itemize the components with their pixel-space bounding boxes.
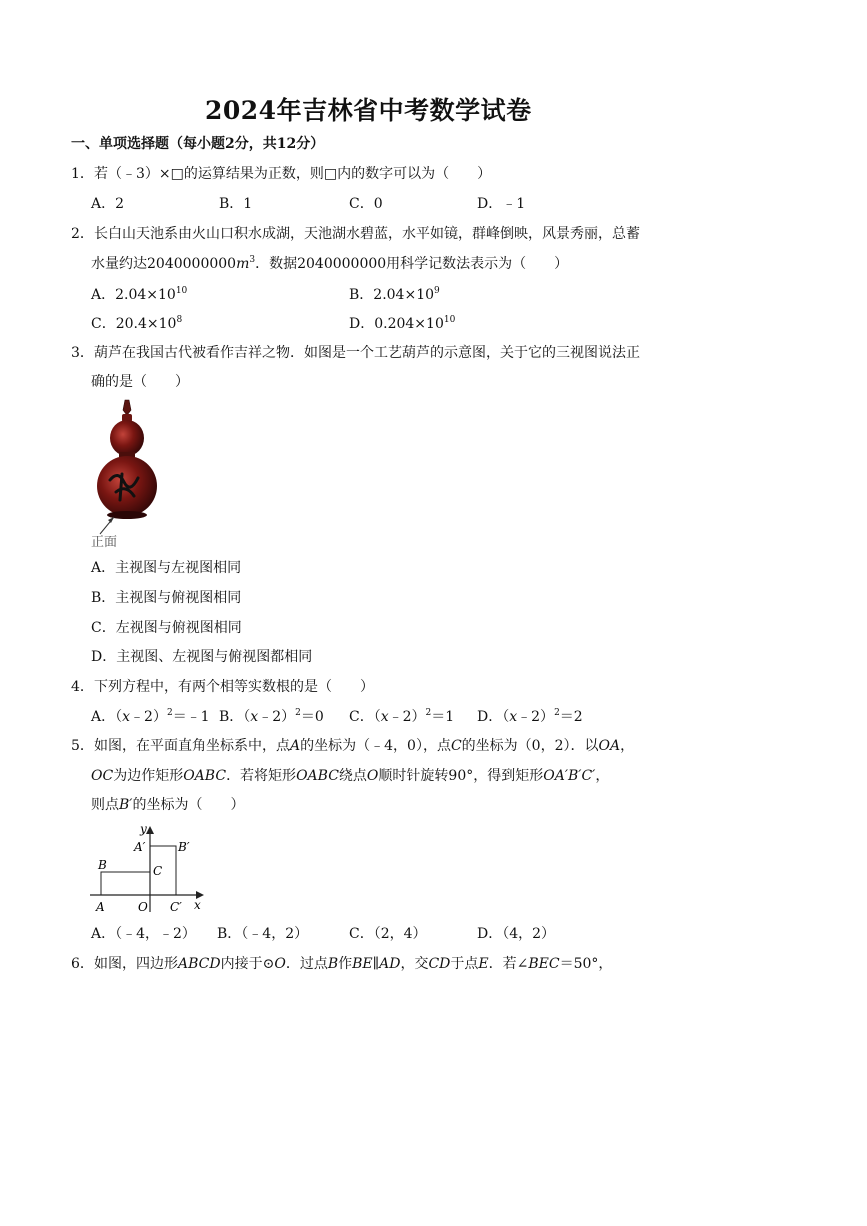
text-fragment: C．（ xyxy=(349,709,381,725)
label-x: x xyxy=(194,898,201,912)
question-stem-line-1 xyxy=(94,957,612,971)
exponent: 10 xyxy=(443,315,456,325)
option-a: A．主视图与左视图相同 xyxy=(91,560,242,576)
label-c-prime: C′ xyxy=(170,900,182,914)
text-fragment: ，交 xyxy=(400,956,429,972)
figure-label-front: 正面 xyxy=(91,535,118,550)
variable: B′ xyxy=(119,797,133,813)
text-fragment: ﹣2） xyxy=(130,709,167,725)
option-b: B．主视图与俯视图相同 xyxy=(91,590,242,606)
text-fragment: A．（ xyxy=(91,709,123,725)
label-y: y xyxy=(140,822,147,836)
variable: C xyxy=(450,738,462,754)
text-fragment: ﹣2） xyxy=(258,709,296,725)
question-number: 5． xyxy=(71,738,94,754)
variable: x xyxy=(509,709,518,725)
text-fragment: ．若将矩形 xyxy=(226,768,297,784)
exponent: 8 xyxy=(176,315,183,325)
variable: OABC xyxy=(296,768,339,784)
question-number: 4． xyxy=(71,679,94,695)
option-c xyxy=(349,709,454,724)
option-b xyxy=(349,287,440,302)
text-fragment: 于点 xyxy=(450,956,479,972)
text-fragment: 的坐标为（ ） xyxy=(132,797,245,813)
variable: BEC xyxy=(528,956,560,972)
variable: O xyxy=(274,956,286,972)
option-a: A．2 xyxy=(91,196,125,212)
y-axis-arrow xyxy=(146,826,154,834)
question-stem: 下列方程中，有两个相等实数根的是（ ） xyxy=(94,679,374,695)
text-fragment: 顺时针旋转90°，得到矩形 xyxy=(378,768,544,784)
text-fragment: ．若∠ xyxy=(488,956,529,972)
text-fragment: ﹣2） xyxy=(517,709,555,725)
option-text: A．2.04×10 xyxy=(91,287,176,303)
option-a xyxy=(91,709,210,724)
section-heading: 一、单项选择题（每小题2分，共12分） xyxy=(71,136,325,152)
option-d: D．﹣1 xyxy=(477,196,526,212)
exponent: 10 xyxy=(175,286,188,296)
variable: AD xyxy=(379,956,401,972)
text-fragment: ．过点 xyxy=(285,956,328,972)
option-b: B．（﹣4，2） xyxy=(217,926,309,942)
option-text: C．20.4×10 xyxy=(91,316,177,332)
option-d: D．（4，2） xyxy=(477,926,556,942)
text-fragment: ∥ xyxy=(372,956,380,972)
option-d xyxy=(349,316,455,331)
exponent: 9 xyxy=(434,286,440,296)
option-c: C．0 xyxy=(349,196,383,212)
option-text: B．2.04×10 xyxy=(349,287,435,303)
text-fragment: 绕点 xyxy=(338,768,367,784)
exponent: 2 xyxy=(295,708,301,718)
question-stem-line-3 xyxy=(91,798,244,812)
variable: x xyxy=(250,709,259,725)
variable: B xyxy=(327,956,339,972)
text-fragment: 的坐标为（0，2）．以 xyxy=(461,738,599,754)
text-fragment: 如图，在平面直角坐标系中，点 xyxy=(94,738,290,754)
text-fragment: ＝2 xyxy=(559,709,583,725)
text-fragment: 如图，四边形 xyxy=(94,956,178,972)
variable: m xyxy=(236,256,250,272)
option-a xyxy=(91,287,187,302)
text-fragment: ＝0 xyxy=(300,709,324,725)
text-fragment: 作 xyxy=(338,956,353,972)
variable: A xyxy=(290,738,301,754)
variable: x xyxy=(380,709,389,725)
text-fragment: 则点 xyxy=(91,797,119,813)
option-b xyxy=(219,709,324,724)
question-number: 2． xyxy=(71,226,94,242)
variable: OA xyxy=(598,738,621,754)
question-number: 3． xyxy=(71,345,94,361)
page-title: 2024年吉林省中考数学试卷 xyxy=(205,96,532,125)
question-number: 6． xyxy=(71,956,94,972)
label-o: O xyxy=(138,900,148,914)
text-fragment: ＝50°， xyxy=(559,956,613,972)
label-b-prime: B′ xyxy=(178,840,190,854)
coordinate-figure xyxy=(88,820,214,916)
variable: OABC xyxy=(183,768,227,784)
rectangle-oabc xyxy=(101,872,150,895)
question-stem-line-2: 确的是（ ） xyxy=(91,374,189,390)
variable: O xyxy=(366,768,379,784)
text-fragment: ＝﹣1 xyxy=(172,709,210,725)
text-fragment: 的坐标为（﹣4，0），点 xyxy=(300,738,451,754)
variable: OC xyxy=(91,768,114,784)
exponent: 3 xyxy=(249,255,256,265)
exponent: 2 xyxy=(166,708,173,718)
question-stem-line-1: 葫芦在我国古代被看作吉祥之物．如图是一个工艺葫芦的示意图，关于它的三视图说法正 xyxy=(94,345,640,361)
text-fragment: 水量约达2040000000 xyxy=(91,256,237,272)
variable: CD xyxy=(428,956,451,972)
label-a: A xyxy=(96,900,105,914)
question-stem-line-2 xyxy=(91,256,568,271)
option-c: C．（2，4） xyxy=(349,926,427,942)
text-fragment: ﹣2） xyxy=(388,709,426,725)
text-fragment: 为边作矩形 xyxy=(113,768,184,784)
variable: ABCD xyxy=(178,956,221,972)
variable: OA′B′C′ xyxy=(543,768,596,784)
question-stem-line-1: 长白山天池系由火山口积水成湖，天池湖水碧蓝，水平如镜，群峰倒映，风景秀丽，总蓄 xyxy=(94,226,640,242)
variable: BE xyxy=(352,956,373,972)
text-fragment: 内接于⊙ xyxy=(220,956,275,972)
option-text: D．0.204×10 xyxy=(349,316,444,332)
label-b: B xyxy=(98,858,107,872)
exponent: 2 xyxy=(425,708,432,718)
option-c xyxy=(91,316,182,331)
question-stem-line-1 xyxy=(94,739,634,753)
text-fragment: ＝1 xyxy=(431,709,455,725)
text-fragment: ， xyxy=(595,768,610,784)
gourd-figure xyxy=(88,396,168,552)
exponent: 2 xyxy=(554,708,560,718)
question-stem: 若（﹣3）×□的运算结果为正数，则□内的数字可以为（ ） xyxy=(94,166,492,182)
variable: E xyxy=(478,956,489,972)
option-d: D．主视图、左视图与俯视图都相同 xyxy=(91,649,313,665)
text-fragment: B．（ xyxy=(219,709,251,725)
option-a: A．（﹣4，﹣2） xyxy=(91,926,196,942)
text-fragment: ， xyxy=(620,738,635,754)
label-c: C xyxy=(153,864,163,878)
text-fragment: D．（ xyxy=(477,709,510,725)
option-c: C．左视图与俯视图相同 xyxy=(91,620,242,636)
text-fragment: ．数据2040000000用科学记数法表示为（ ） xyxy=(255,256,569,272)
question-number: 1． xyxy=(71,166,94,182)
option-d xyxy=(477,709,583,724)
option-b: B．1 xyxy=(219,196,253,212)
variable: x xyxy=(122,709,131,725)
label-a-prime: A′ xyxy=(134,840,146,854)
question-stem-line-2 xyxy=(91,769,609,783)
